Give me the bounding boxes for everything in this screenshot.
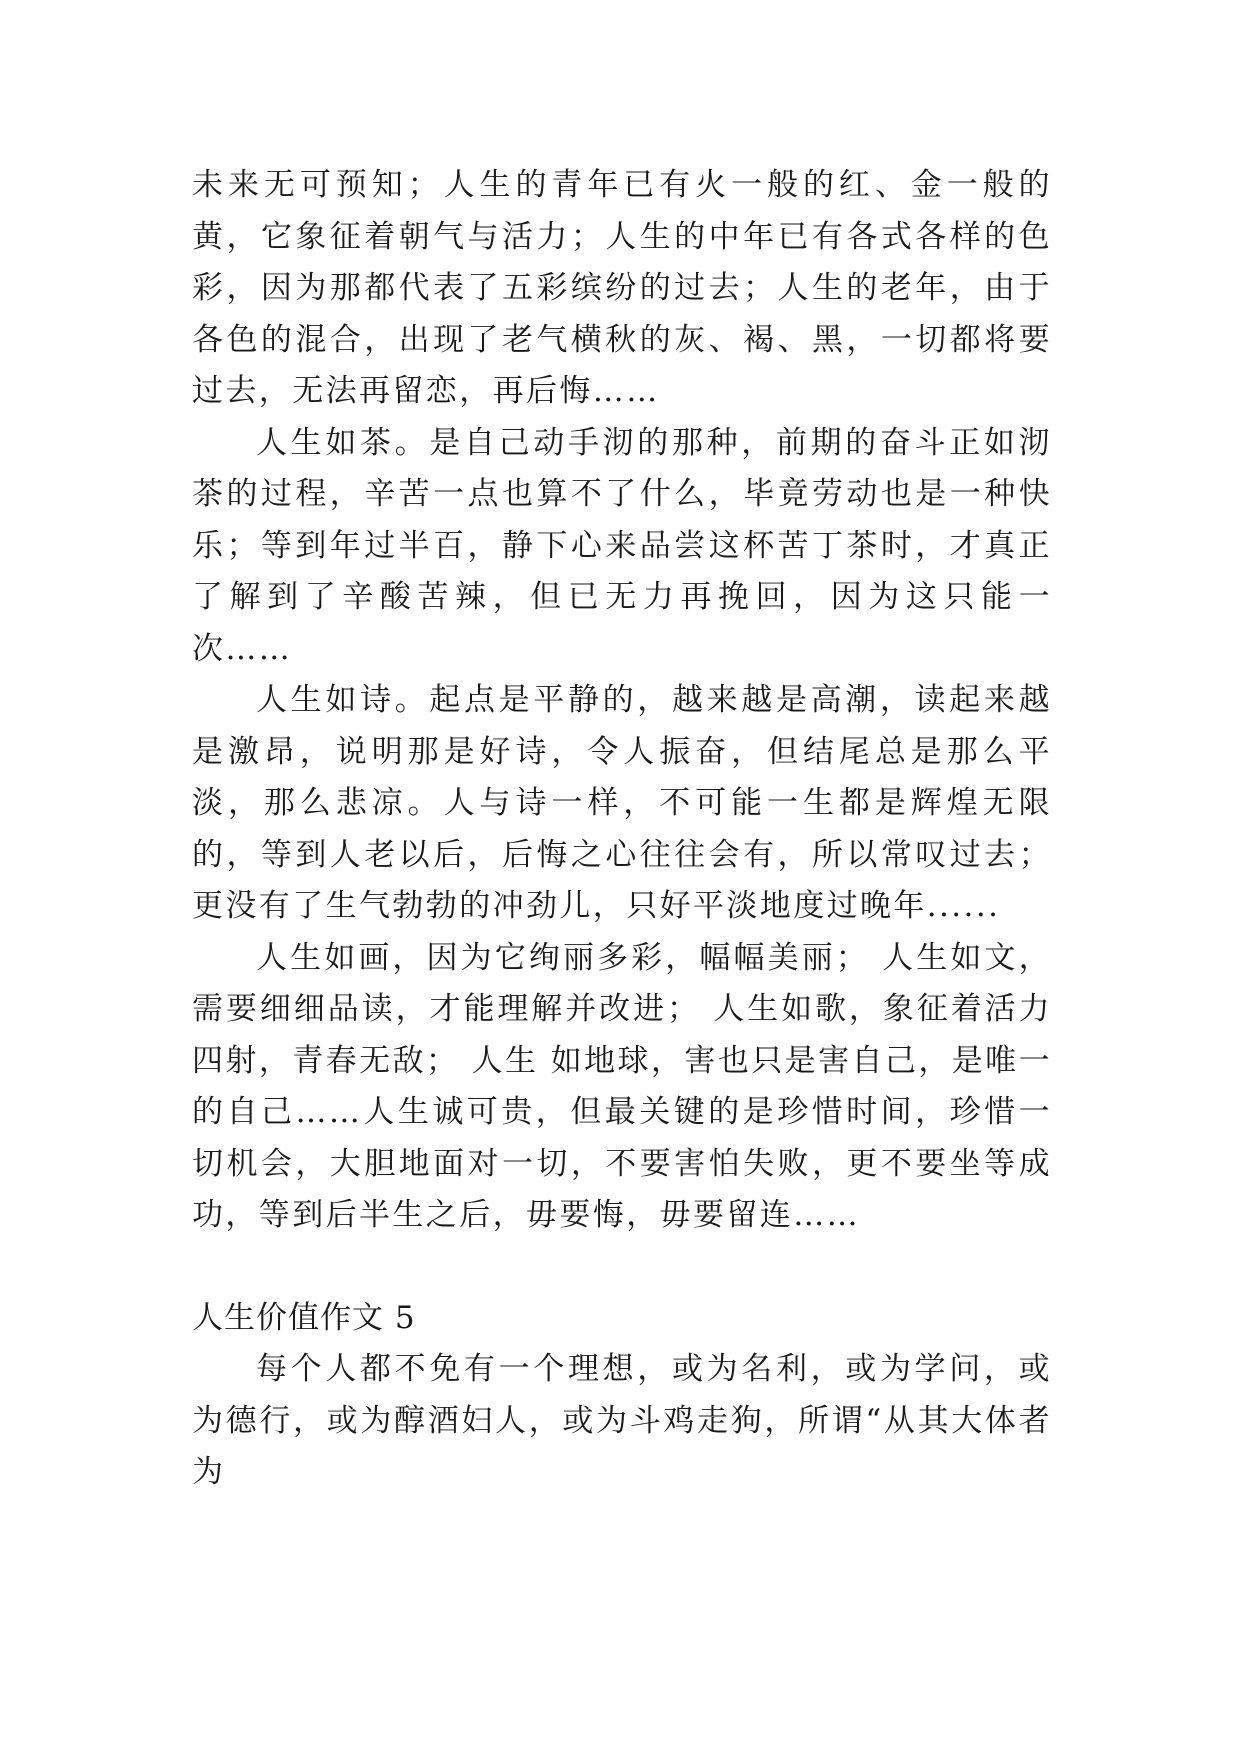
section-title: 人生价值作文 5 bbox=[192, 1299, 416, 1336]
paragraph-life-painting: 人生如画，因为它绚丽多彩，幅幅美丽； 人生如文，需要细细品读，才能理解并改进； 人生如歌，象征着活力四射，青春无敌； 人生 如地球，害也只是害自己，是唯一的自己……人生诚可贵，但最关键的是珍惜时间，珍惜一切机会，大胆地面对一切，不要害怕失败，更不要坐等成功，等到后半生之后，毋要悔，毋要留连…… bbox=[192, 939, 1052, 1233]
paragraph-life-colors: 未来无可预知；人生的青年已有火一般的红、金一般的黄，它象征着朝气与活力；人生的中年已有各式各样的色彩，因为那都代表了五彩缤纷的过去；人生的老年，由于各色的混合，出现了老气横秋的灰、褐、黑，一切都将要过去，无法再留恋，再后悔…… bbox=[192, 167, 1052, 409]
document-page bbox=[192, 160, 1052, 1499]
paragraph-life-tea: 人生如茶。是自己动手沏的那种，前期的奋斗正如沏茶的过程，辛苦一点也算不了什么，毕竟劳动也是一种快乐；等到年过半百，静下心来品尝这杯苦丁茶时，才真正了解到了辛酸苦辣，但已无力再挽回，因为这只能一次…… bbox=[192, 424, 1052, 667]
paragraph-life-poem: 人生如诗。起点是平静的，越来越是高潮，读起来越是激昂，说明那是好诗，令人振奋，但结尾总是那么平淡，那么悲凉。人与诗一样，不可能一生都是辉煌无限的，等到人老以后，后悔之心往往会有，所以常叹过去；更没有了生气勃勃的冲劲儿，只好平淡地度过晚年...... bbox=[192, 682, 1052, 924]
paragraph-ideals: 每个人都不免有一个理想，或为名利，或为学问，或为德行，或为醇酒妇人，或为斗鸡走狗，所谓“从其大体者为 bbox=[192, 1351, 1052, 1490]
